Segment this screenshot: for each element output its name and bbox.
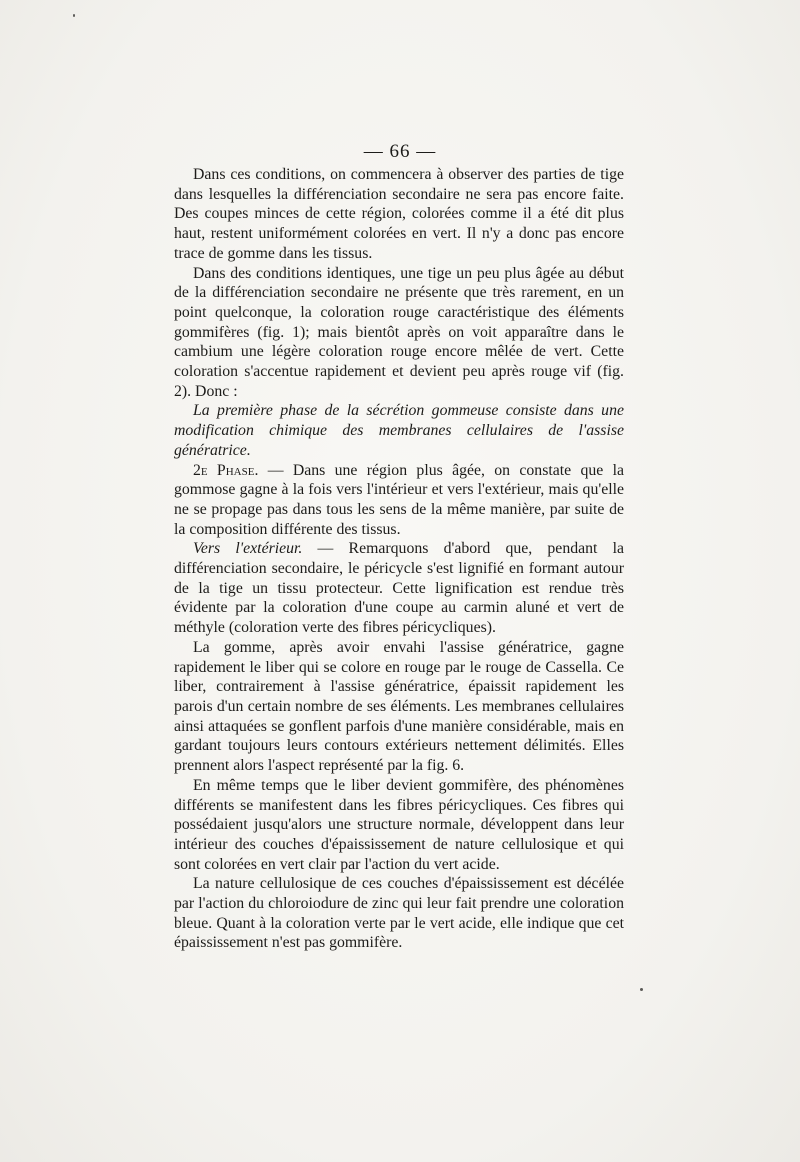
paragraph-cellulose: La nature cellulosique de ces couches d'épaississement est décélée par l'action du chloroiodure de zinc qui leur fait prendre une coloration bleue. Quant à la coloration verte par le vert acide, elle indique que cet épaississement n'est pas gommifère. — [174, 875, 624, 952]
paragraph-exterior — [174, 539, 624, 638]
ink-speck — [640, 988, 643, 991]
paragraph-2: Dans des conditions identiques, une tige un peu plus âgée au début de la différenciation secondaire ne présente que très rarement, en un point quelconque, la coloration rouge caractéristique des éléments gommifères (fig. 1); mais bientôt après on voit apparaître dans le cambium une légère coloration rouge encore mêlée de vert. Cette coloration s'accentue rapidement et devient peu après rouge vif (fig. 2). Donc : — [174, 264, 624, 400]
ink-speck — [73, 14, 75, 17]
paragraph-gomme: La gomme, après avoir envahi l'assise génératrice, gagne rapidement le liber qui se colore en rouge par le rouge de Cassella. Ce liber, contrairement à l'assise génératrice, épaissit rapidement les parois d'un certain nombre de ses éléments. Les membranes cellulaires ainsi attaquées se gonflent parfois d'une manière considérable, mais en gardant toujours leurs contours extérieurs nettement délimités. Elles prennent alors l'aspect représenté par la fig. 6. — [174, 638, 624, 775]
exterior-label: Vers l'extérieur. — [193, 540, 303, 558]
body-text — [174, 165, 624, 953]
page-number: — 66 — — [363, 141, 437, 162]
paragraph-phase-2 — [174, 461, 624, 540]
phase-2-label: 2e Phase. — [193, 461, 259, 479]
paragraph-1: Dans ces conditions, on commencera à observer des parties de tige dans lesquelles la différenciation secondaire ne sera pas encore faite. Des coupes minces de cette région, colorées comme il a été dit plus haut, restent uniformément colorées en vert. Il n'y a donc pas encore trace de gomme dans les tissus. — [174, 166, 624, 262]
phase-2-text: — Dans une région plus âgée, on constate que la gommose gagne à la fois vers l'intérieur et vers l'extérieur, mais qu'elle ne se propage pas dans tous les sens de la même manière, par suite de la composition différente des tissus. — [174, 461, 624, 538]
exterior-text: — Remarquons d'abord que, pendant la différenciation secondaire, le péricycle s'est lignifié en formant autour de la tige un tissu protecteur. Cette lignification est rendue très évidente par la coloration d'une coupe au carmin aluné et vert de méthyle (coloration verte des fibres péricycliques). — [174, 540, 624, 637]
paragraph-conclusion: La première phase de la sécrétion gommeuse consiste dans une modification chimique des membranes cellulaires de l'assise génératrice. — [174, 402, 624, 459]
paragraph-liber: En même temps que le liber devient gommifère, des phénomènes différents se manifestent dans les fibres péricycliques. Ces fibres qui possédaient jusqu'alors une structure normale, développent dans leur intérieur des couches d'épaississement de nature cellulosique et qui sont colorées en vert clair par l'action du vert acide. — [174, 776, 624, 873]
